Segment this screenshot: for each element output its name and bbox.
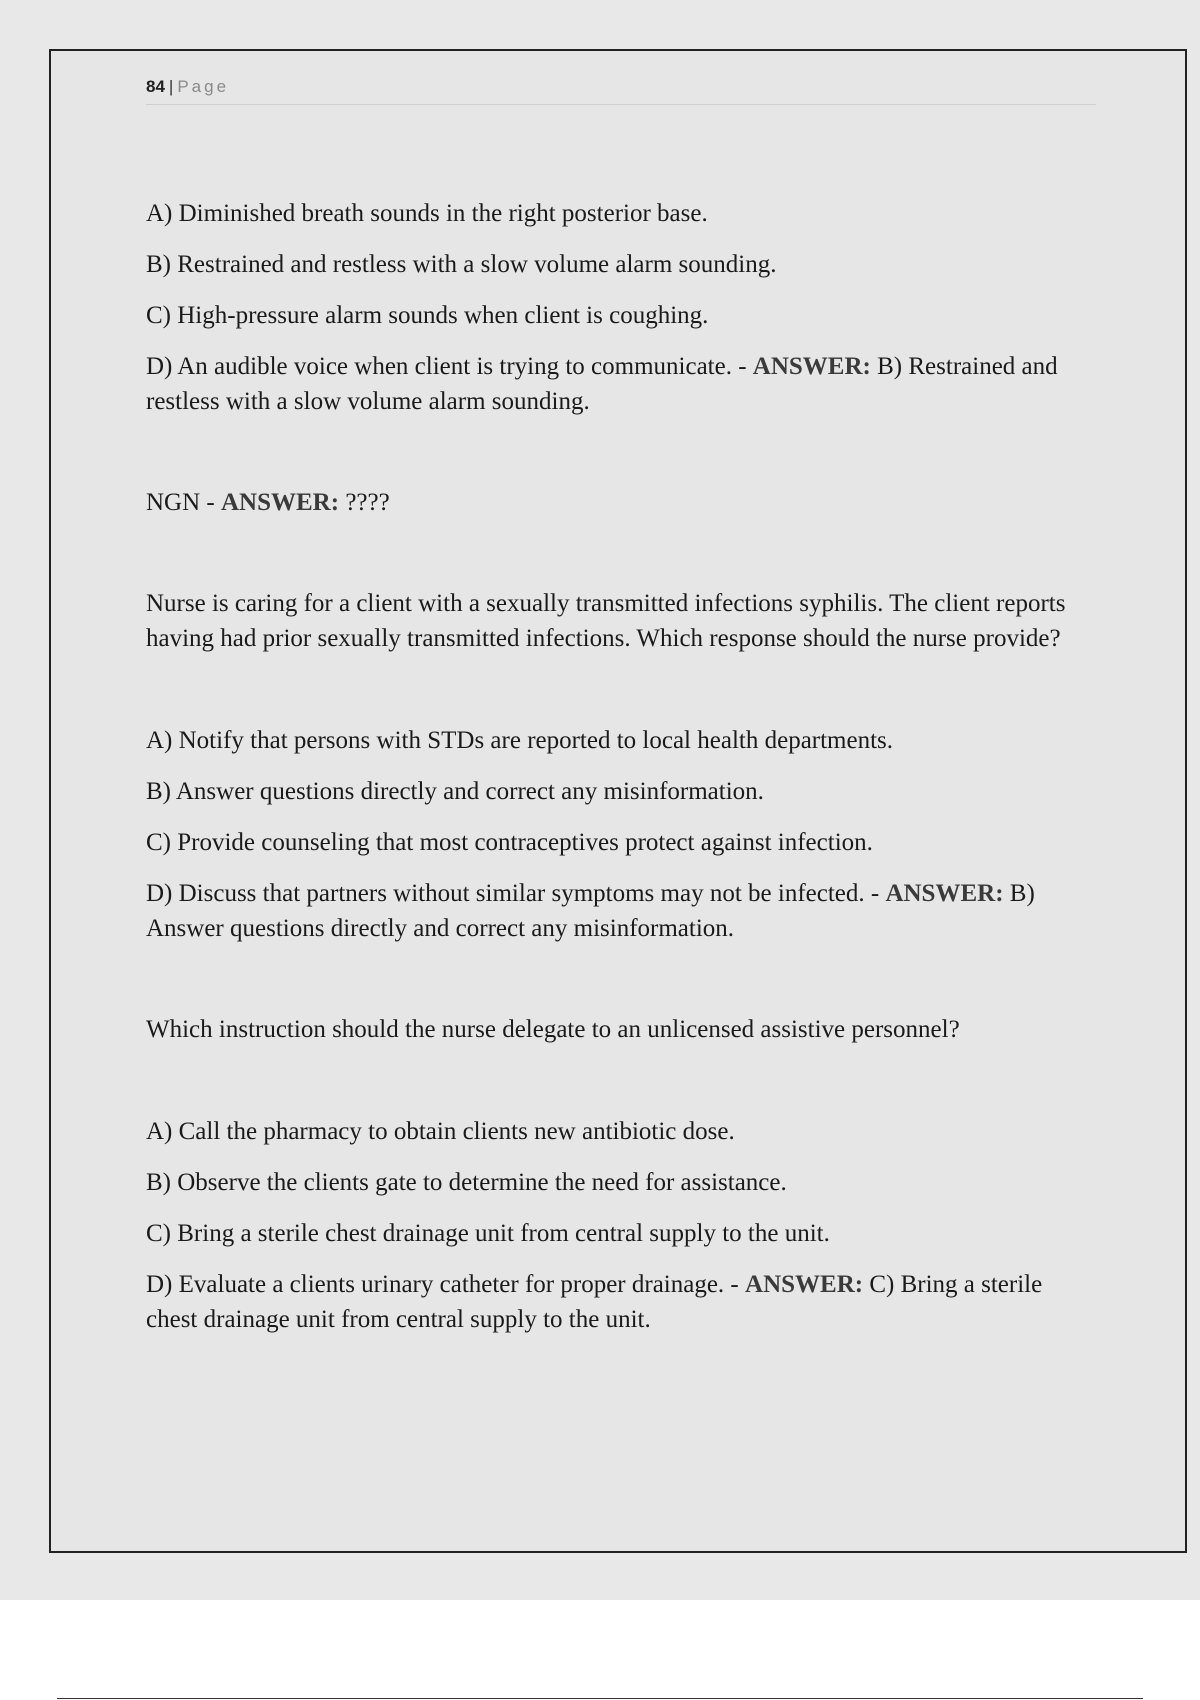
page-label: Page [177, 77, 230, 96]
question-text: Which instruction should the nurse delegate to an unlicensed assistive personnel? [146, 1016, 960, 1043]
page-content [146, 196, 1096, 1337]
spacer [146, 520, 1096, 586]
header-separator: | [168, 77, 174, 96]
page-number: 84 [146, 77, 165, 96]
option-text: D) An audible voice when client is trying to communicate. - [146, 353, 753, 380]
page-header [146, 74, 1096, 105]
answer-label: ANSWER: [752, 353, 871, 380]
question-with-answer [146, 485, 1096, 520]
question-text: NGN - [146, 489, 221, 516]
option-text: A) Diminished breath sounds in the right posterior base. [146, 200, 708, 227]
footer-rule [57, 1698, 1143, 1699]
option-with-answer [146, 876, 1096, 946]
option-text: C) Provide counseling that most contraceptives protect against infection. [146, 829, 873, 856]
option-with-answer [146, 349, 1096, 419]
spacer [146, 946, 1096, 1012]
answer-label: ANSWER: [221, 489, 340, 516]
question-text: Nurse is caring for a client with a sexually transmitted infections syphilis. The client reports having had prior sexually transmitted infections. Which response should the nurse provide? [146, 590, 1066, 652]
answer-text: B) Answer questions directly and correct any misinformation. [146, 880, 1035, 942]
option-text: C) Bring a sterile chest drainage unit from central supply to the unit. [146, 1220, 830, 1247]
option-text: B) Answer questions directly and correct any misinformation. [146, 778, 764, 805]
option-text: A) Call the pharmacy to obtain clients new antibiotic dose. [146, 1118, 735, 1145]
option-text: B) Restrained and restless with a slow volume alarm sounding. [146, 251, 777, 278]
option-text: B) Observe the clients gate to determine the need for assistance. [146, 1169, 787, 1196]
spacer [146, 419, 1096, 485]
option-text: D) Evaluate a clients urinary catheter for proper drainage. - [146, 1271, 746, 1298]
answer-label: ANSWER: [885, 880, 1004, 907]
answer-text: ???? [339, 489, 390, 516]
answer-text: B) Restrained and restless with a slow volume alarm sounding. [146, 353, 1058, 415]
option-text: C) High-pressure alarm sounds when client is coughing. [146, 302, 709, 329]
answer-label: ANSWER: [745, 1271, 864, 1298]
spacer [146, 1047, 1096, 1114]
option-text: A) Notify that persons with STDs are reported to local health departments. [146, 727, 894, 754]
answer-text: C) Bring a sterile chest drainage unit from central supply to the unit. [146, 1271, 1043, 1333]
spacer [146, 656, 1096, 723]
option-text: D) Discuss that partners without similar symptoms may not be infected. - [146, 880, 886, 907]
option-with-answer [146, 1267, 1096, 1337]
